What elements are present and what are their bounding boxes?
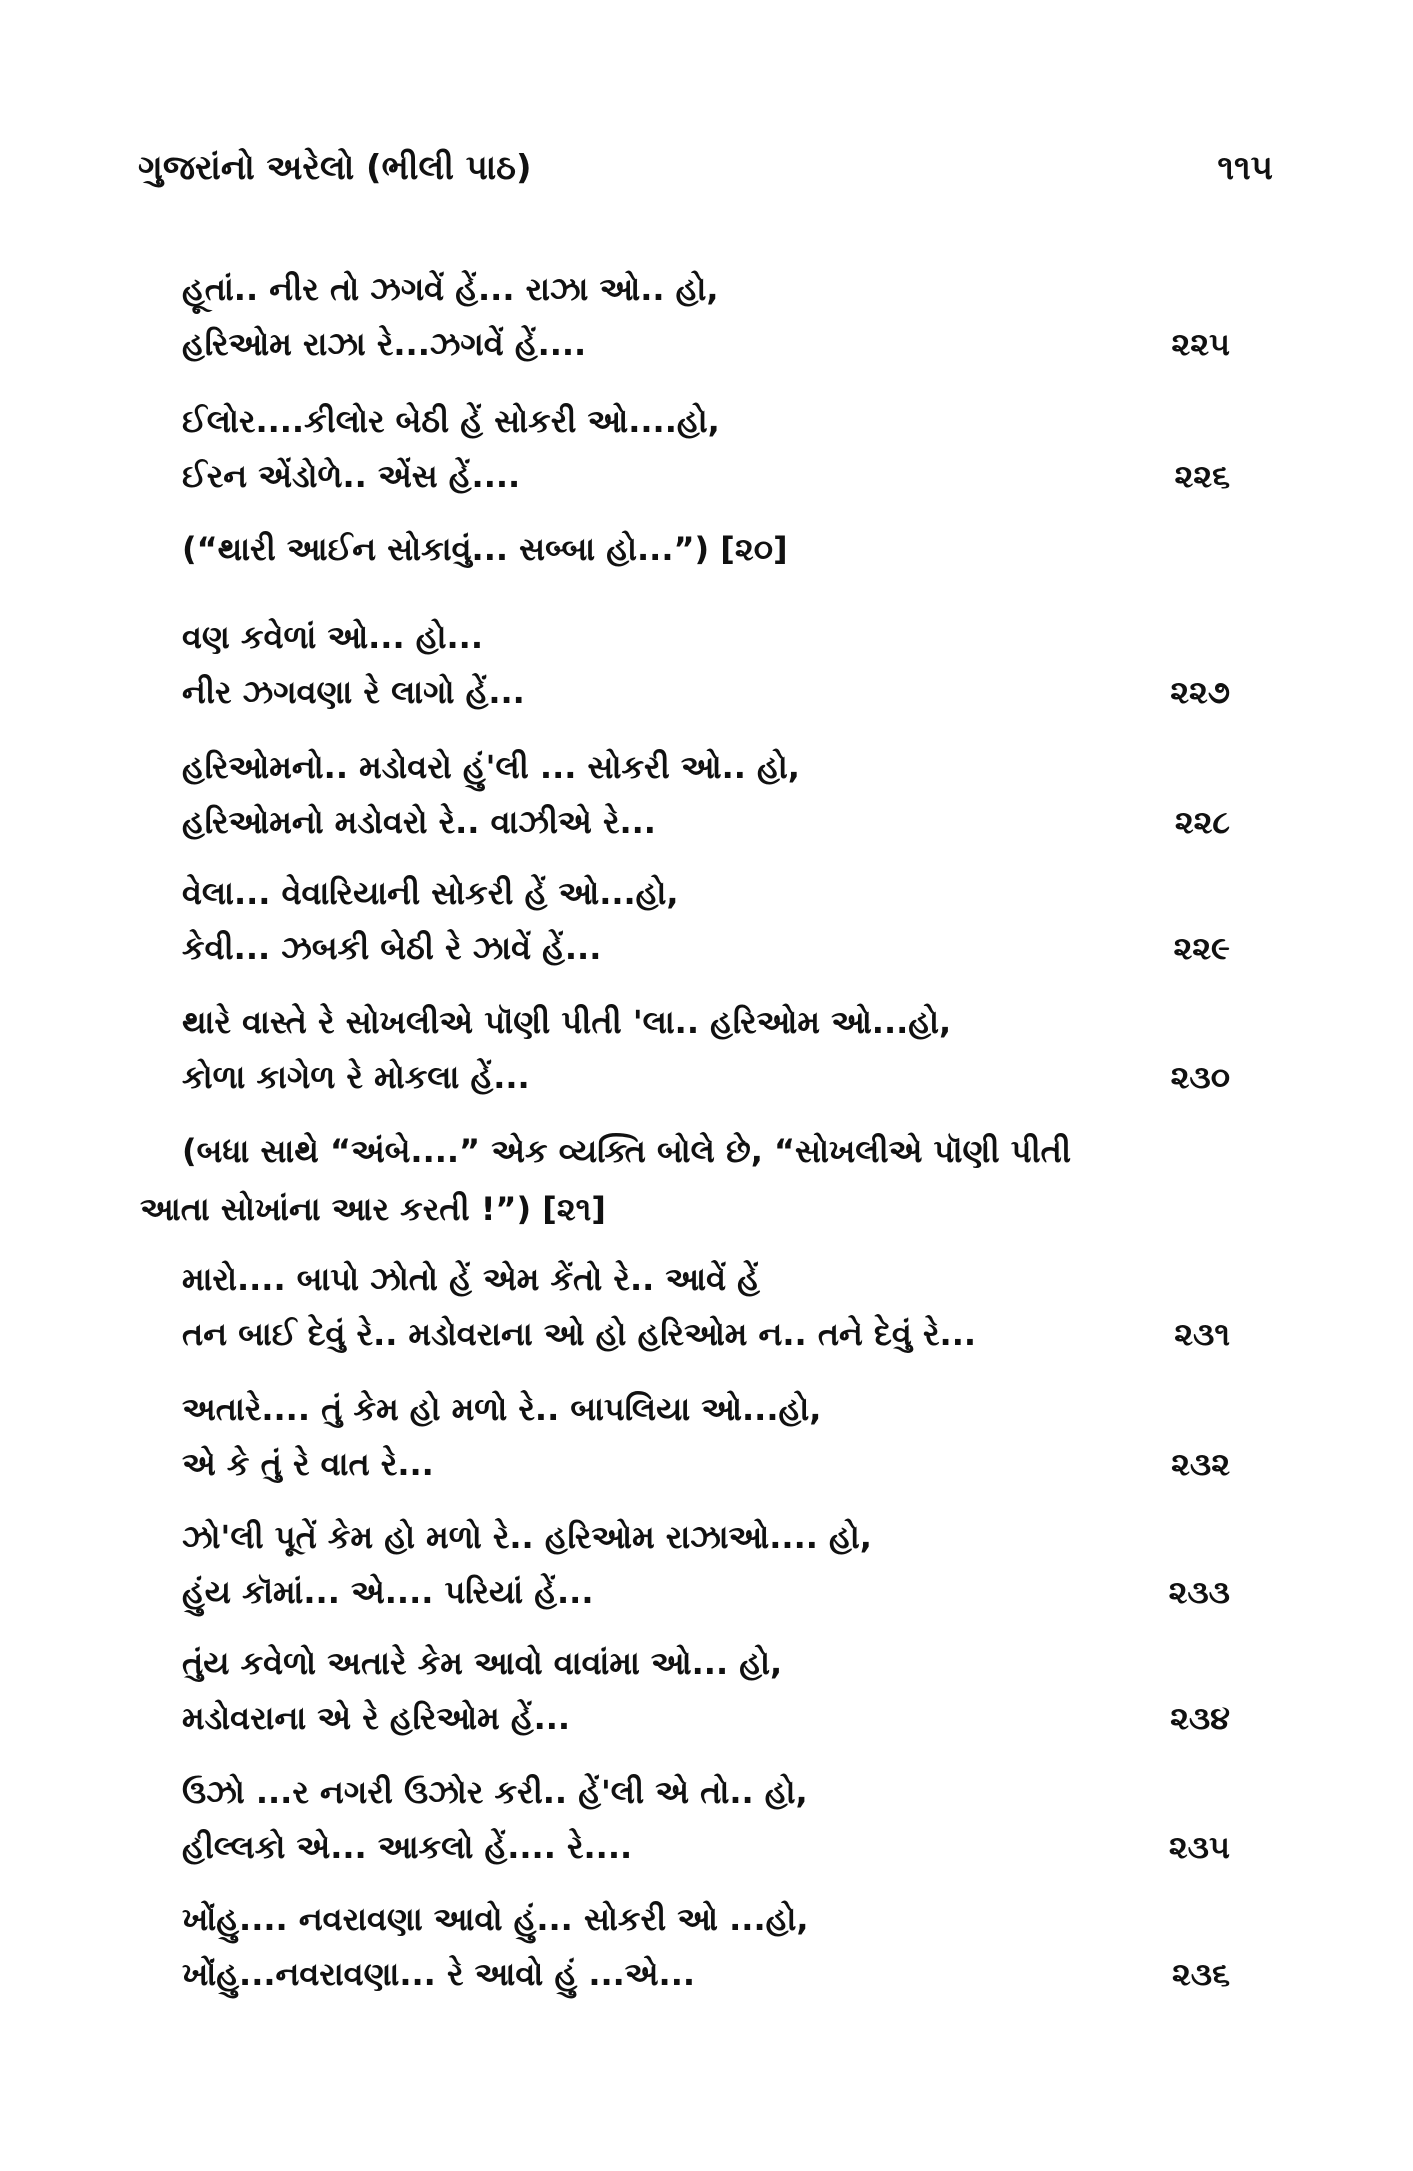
verse-line: હરિઓમ રાઝા રે...ઝગવેં હેં.... xyxy=(182,325,587,363)
note-line: આતા સોખાંના આર કરતી !”) [૨૧] xyxy=(140,1190,606,1228)
verse-227 xyxy=(182,610,1230,720)
verse-number: ૨૩૫ xyxy=(1168,1828,1230,1866)
verse-229 xyxy=(182,866,1230,976)
verse-number: ૨૩૬ xyxy=(1171,1955,1230,1993)
verse-231 xyxy=(182,1252,1230,1362)
verse-line: ઉઝો ...ર નગરી ઉઝોર કરી.. હેં'લી એ તો.. હો, xyxy=(182,1773,808,1811)
page-header xyxy=(138,148,1273,188)
verse-number: ૨૨૭ xyxy=(1170,673,1230,711)
verse-234 xyxy=(182,1636,1230,1746)
verse-line: મડોવરાના એ રે હરિઓમ હેં... xyxy=(182,1699,571,1737)
verse-number: ૨૨૫ xyxy=(1171,325,1230,363)
verse-232 xyxy=(182,1382,1230,1492)
verse-line: થારે વાસ્તે રે સોખલીએ પૉણી પીતી 'લા.. હરિઓમ ઓ...હો, xyxy=(182,1003,952,1041)
verse-225 xyxy=(182,262,1230,372)
verse-number: ૨૨૬ xyxy=(1174,457,1230,495)
verse-line: તન બાઈ દેવું રે.. મડોવરાના ઓ હો હરિઓમ ન.. તને દેવું રે... xyxy=(182,1315,977,1353)
verse-line: હૂતાં.. નીર તો ઝગવેં હેં... રાઝા ઓ.. હો, xyxy=(182,270,719,308)
verse-line: અતારે.... તું કેમ હો મળો રે.. બાપલિયા ઓ...હો, xyxy=(182,1390,822,1428)
verse-235 xyxy=(182,1765,1230,1875)
verse-number: ૨૩૦ xyxy=(1170,1058,1230,1096)
verse-line: હરિઓમનો.. મડોવરો હું'લી ... સોકરી ઓ.. હો, xyxy=(182,748,800,786)
verse-line: ખોંહુ...નવરાવણા... રે આવો હું ...એ... xyxy=(182,1955,696,1993)
verse-number: ૨૩૧ xyxy=(1174,1315,1230,1353)
verse-number: ૨૨૯ xyxy=(1173,929,1230,967)
verse-line: નીર ઝગવણા રે લાગો હેં... xyxy=(182,673,525,711)
verse-line: ખોંહુ.... નવરાવણા આવો હું... સોકરી ઓ ...હો, xyxy=(182,1900,809,1938)
verse-236 xyxy=(182,1892,1230,2002)
verse-line: હરિઓમનો મડોવરો રે.. વાઝીએ રે... xyxy=(182,803,656,841)
verse-number: ૨૨૮ xyxy=(1174,803,1230,841)
verse-line: ઈરન એંડોળે.. એંસ હેં.... xyxy=(182,457,521,495)
verse-line: એ કે તું રે વાત રે... xyxy=(182,1445,434,1483)
verse-line: મારો.... બાપો ઝોતો હેં એમ કેંતો રે.. આવેં હેં xyxy=(182,1260,760,1298)
verse-233 xyxy=(182,1510,1230,1620)
verse-line: વણ કવેળાં ઓ... હો... xyxy=(182,618,483,656)
verse-line: ઝો'લી પૂતેં કેમ હો મળો રે.. હરિઓમ રાઝાઓ.... હો, xyxy=(182,1518,872,1556)
verse-number: ૨૩૪ xyxy=(1170,1699,1230,1737)
verse-line: કેવી... ઝબકી બેઠી રે ઝાવેં હેં... xyxy=(182,929,602,967)
verse-226 xyxy=(182,394,1230,504)
verse-230 xyxy=(182,995,1230,1105)
chorus-note-21 xyxy=(140,1122,1272,1238)
verse-line: હુંય કૉમાં... એ.... પરિયાં હેં... xyxy=(182,1573,594,1611)
running-title: ગુજરાંનો અરેલો (ભીલી પાઠ) xyxy=(138,148,532,188)
verse-228 xyxy=(182,740,1230,850)
verse-line: ઈલોર....કીલોર બેઠી હેં સોકરી ઓ....હો, xyxy=(182,402,720,440)
verse-line: કોળા કાગેળ રે મોકલા હેં... xyxy=(182,1058,530,1096)
verse-number: ૨૩૨ xyxy=(1171,1445,1230,1483)
verse-line: વેલા... વેવારિયાની સોકરી હેં ઓ...હો, xyxy=(182,874,679,912)
verse-line: તુંય કવેળો અતારે કેમ આવો વાવાંમા ઓ... હો, xyxy=(182,1644,783,1682)
verse-number: ૨૩૩ xyxy=(1168,1573,1230,1611)
chorus-note-20 xyxy=(140,520,1272,578)
note-line: (“થારી આઈન સોકાવું... સબ્બા હો...”) [૨૦] xyxy=(182,530,788,568)
verse-line: હીલ્લકો એ... આકલો હેં.... રે.... xyxy=(182,1828,633,1866)
page-number: ૧૧૫ xyxy=(1217,148,1273,188)
note-line: (બધા સાથે “અંબે....” એક વ્યક્તિ બોલે છે, “સોખલીએ પૉણી પીતી xyxy=(182,1132,1072,1170)
